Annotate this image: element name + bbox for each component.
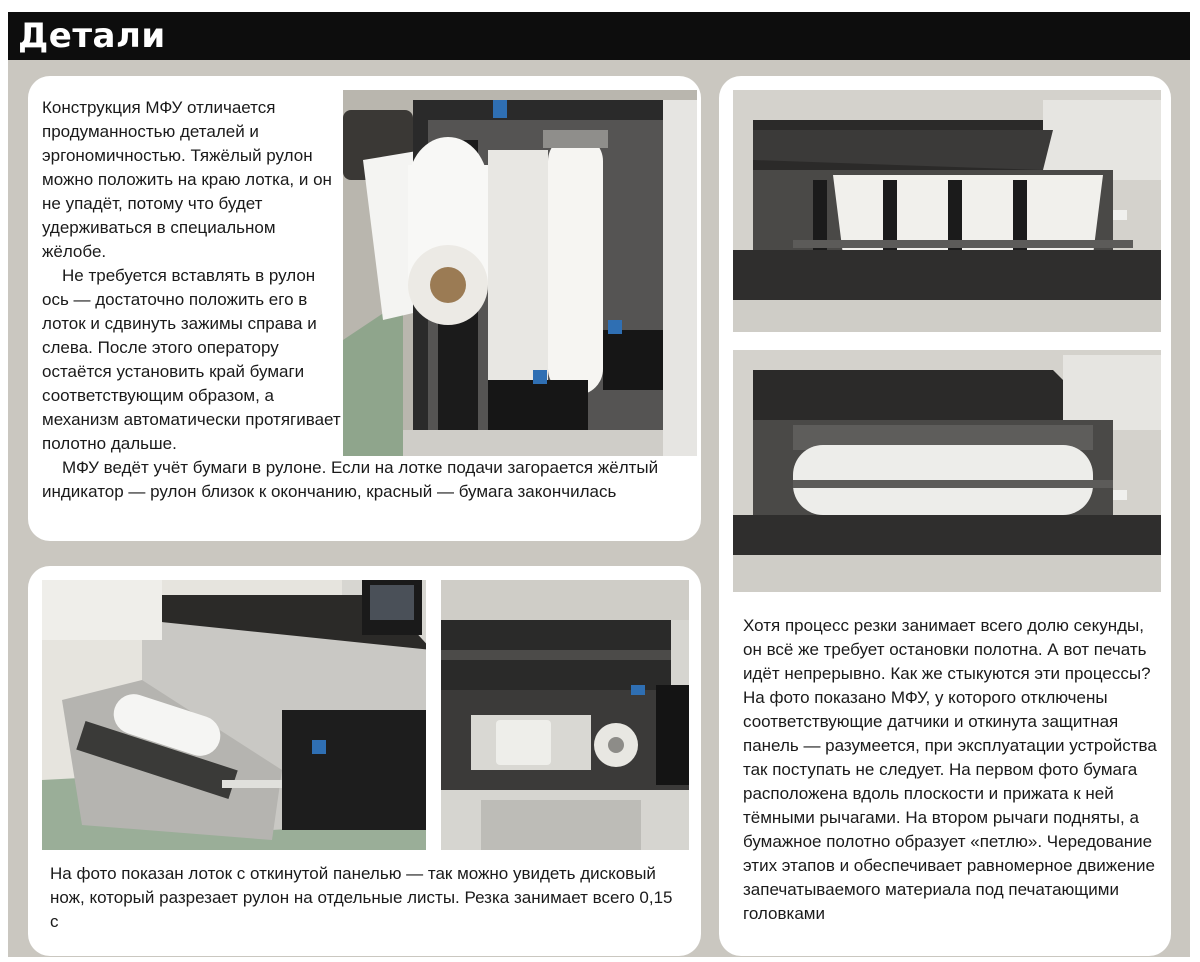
article-page bbox=[8, 12, 1190, 957]
roll-paragraph-3-block bbox=[42, 456, 690, 504]
paper-loop-card bbox=[719, 76, 1171, 956]
paper-flat-photo bbox=[733, 90, 1161, 332]
paper-loop-caption: Хотя процесс резки занимает всего долю секунды, он всё же требует остановки полотна. А вот печать идёт непрерывно. Как же стыкуются эти процессы? На фото показано МФУ, у которого отключены соответствующие датчики и откинута защитная панель — разумеется, при эксплуатации устройства так поступать не следует. На первом фото бумага расположена вдоль плоскости и прижата к ней тёмными рычагами. На втором рычаги подняты, а бумажное полотно образует «петлю». Чередование этих этапов и обеспечивает равномерное движение запечатываемого материала под печатающими головками bbox=[743, 616, 1157, 923]
paper-loop-photo bbox=[733, 350, 1161, 592]
paper-loop-text bbox=[743, 614, 1157, 926]
tray-open-photo bbox=[42, 580, 426, 850]
cutter-card bbox=[28, 566, 701, 956]
roll-tray-text bbox=[42, 96, 342, 456]
section-header bbox=[8, 12, 1190, 60]
section-title: Детали bbox=[18, 16, 166, 56]
roll-paragraph-2: Не требуется вставлять в рулон ось — достаточно положить его в лоток и сдвинуть зажимы справа и слева. После этого оператору остаётся установить край бумаги соответствующим образом, а механизм автоматически протягивает полотно дальше. bbox=[42, 266, 341, 453]
roll-paragraph-1: Конструкция МФУ отличается продуманностью деталей и эргономичностью. Тяжёлый рулон можно положить на краю лотка, и он не упадёт, потому что будет удерживаться в специальном жёлобе. bbox=[42, 98, 332, 261]
roll-tray-photo bbox=[343, 90, 697, 456]
cutter-caption: На фото показан лоток с откинутой панелью — так можно увидеть дисковый нож, который разрезает рулон на отдельные листы. Резка занимает всего 0,15 с bbox=[50, 864, 673, 931]
cutter-text bbox=[50, 862, 682, 934]
roll-paragraph-3: МФУ ведёт учёт бумаги в рулоне. Если на лотке подачи загорается жёлтый индикатор — рулон близок к окончанию, красный — бумага закончилась bbox=[42, 458, 659, 501]
disc-cutter-photo bbox=[441, 580, 689, 850]
roll-tray-card bbox=[28, 76, 701, 541]
